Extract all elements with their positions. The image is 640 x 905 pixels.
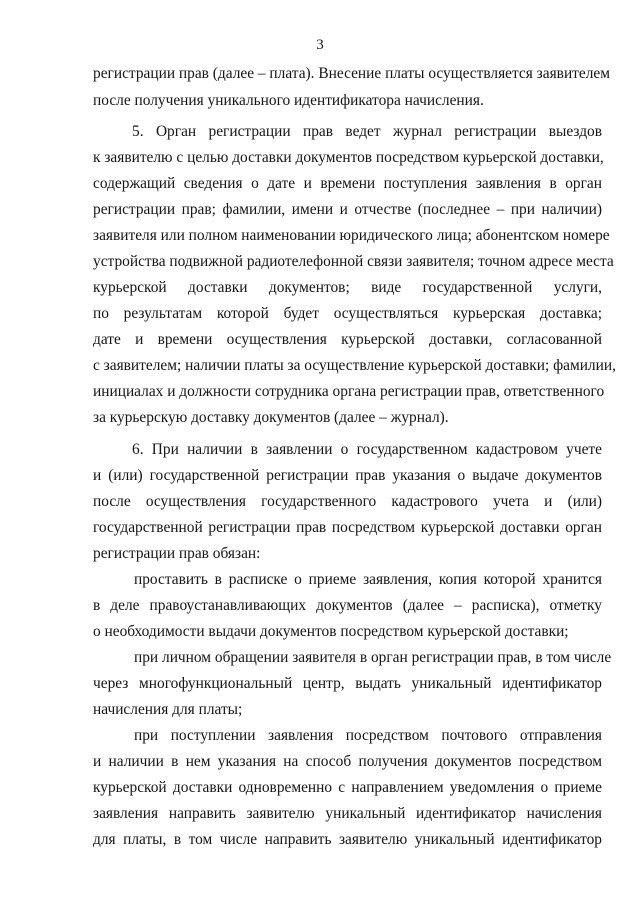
text-line: заявителя или полном наименовании юридического лица; абонентском номере: [93, 227, 610, 244]
text-line: курьерской доставки одновременно с направлением уведомления о приеме: [93, 779, 602, 796]
text-line: регистрации прав (далее – плата). Внесение платы осуществляется заявителем: [93, 65, 610, 82]
page-number: 3: [316, 37, 324, 53]
text-line: при поступлении заявления посредством почтового отправления: [134, 727, 602, 744]
text-line: проставить в расписке о приеме заявления, копия которой хранится: [134, 571, 602, 588]
text-line: и (или) государственной регистрации прав указания о выдаче документов: [93, 467, 602, 484]
text-line: с заявителем; наличии платы за осуществление курьерской доставки; фамилии,: [93, 357, 616, 374]
text-line: по результатам которой будет осуществляться курьерская доставка;: [93, 305, 602, 322]
text-line: после получения уникального идентификатора начисления.: [93, 92, 484, 109]
text-line: в деле правоустанавливающих документов (далее – расписка), отметку: [93, 597, 602, 614]
text-line: через многофункциональный центр, выдать уникальный идентификатор: [93, 675, 602, 692]
text-line: устройства подвижной радиотелефонной связи заявителя; точном адресе места: [93, 253, 614, 270]
text-line: за курьерскую доставку документов (далее – журнал).: [93, 409, 449, 426]
text-line: 5. Орган регистрации прав ведет журнал регистрации выездов: [132, 123, 602, 140]
text-line: для платы, в том числе направить заявителю уникальный идентификатор: [93, 831, 602, 848]
text-line: регистрации прав обязан:: [93, 545, 261, 562]
text-line: о необходимости выдачи документов посредством курьерской доставки;: [93, 623, 569, 640]
text-line: и наличии в нем указания на способ получения документов посредством: [93, 753, 602, 770]
text-line: содержащий сведения о дате и времени поступления заявления в орган: [93, 175, 602, 192]
text-line: государственной регистрации прав посредством курьерской доставки орган: [93, 519, 602, 536]
text-line: заявления направить заявителю уникальный идентификатор начисления: [93, 805, 602, 822]
text-line: к заявителю с целью доставки документов посредством курьерской доставки,: [93, 149, 604, 166]
text-line: дате и времени осуществления курьерской доставки, согласованной: [93, 331, 602, 348]
text-line: инициалах и должности сотрудника органа регистрации прав, ответственного: [93, 383, 605, 400]
text-line: курьерской доставки документов; виде государственной услуги,: [93, 279, 602, 296]
text-line: при личном обращении заявителя в орган регистрации прав, в том числе: [134, 649, 612, 666]
text-line: регистрации прав; фамилии, имени и отчестве (последнее – при наличии): [93, 201, 602, 218]
text-line: 6. При наличии в заявлении о государственном кадастровом учете: [132, 441, 602, 458]
text-line: после осуществления государственного кадастрового учета и (или): [93, 493, 602, 510]
text-line: начисления для платы;: [93, 701, 243, 718]
